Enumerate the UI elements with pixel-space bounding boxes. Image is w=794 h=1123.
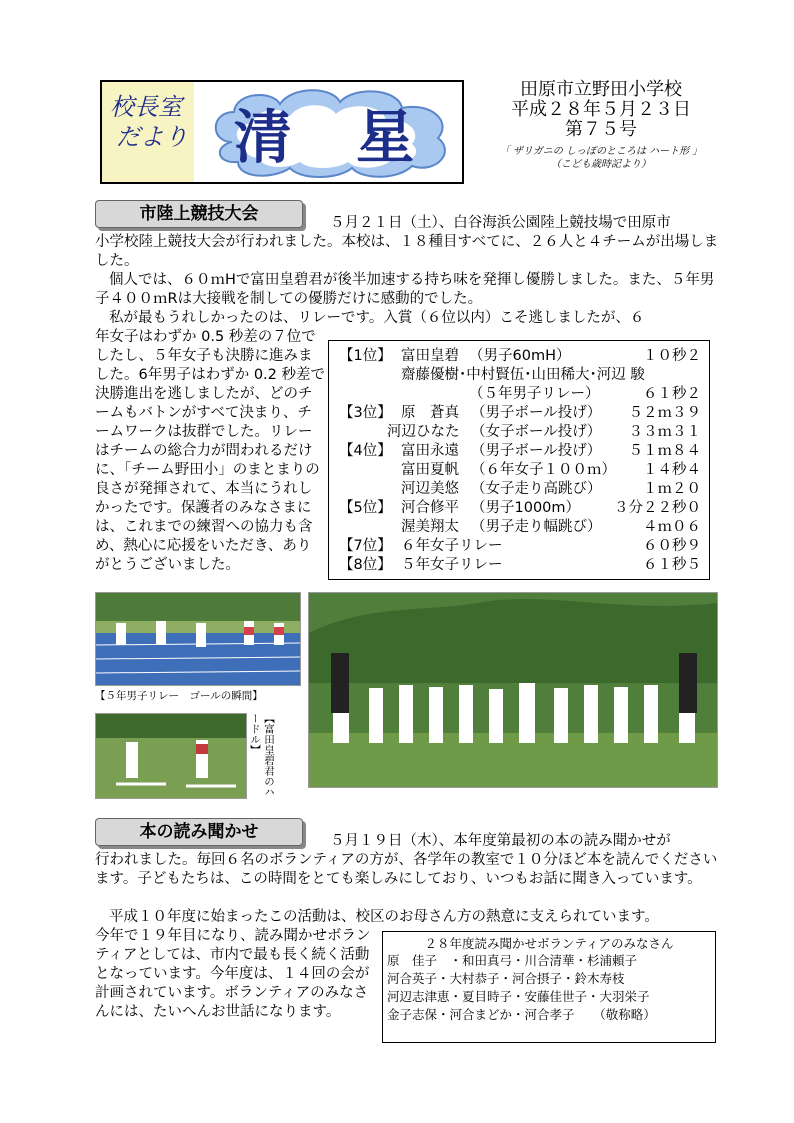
result-rank: 【8位】 (339, 557, 392, 573)
result-record: １ｍ２０ (643, 481, 701, 497)
masthead (100, 80, 464, 184)
result-name: 河辺ひなた (387, 424, 460, 440)
result-event: （女子ボール投げ） (471, 424, 602, 440)
section-heading-athletics: 市陸上競技大会 (95, 200, 303, 228)
masthead-tab (102, 82, 194, 182)
volunteer-line: 河辺志津恵・夏目時子・安藤佳世子・大羽栄子 (387, 989, 650, 1004)
result-name: 富田皇碧 (401, 348, 459, 364)
section-heading-reading: 本の読み聞かせ (95, 818, 303, 846)
team-photo-image (309, 593, 717, 787)
tab-line2: だより (116, 123, 188, 151)
poem-line2: （こども歳時記より） (551, 159, 651, 170)
result-record: １０秒２ (643, 348, 701, 364)
volunteer-box (382, 931, 716, 1043)
result-name: ５年女子リレー (401, 557, 503, 573)
result-record: ６１秒５ (643, 557, 701, 573)
result-event: （男子ボール投げ） (471, 405, 602, 421)
reading-para3: 今年で１９年目になり、読み聞かせボランティアとしては、市内で最も長く続く活動となっています。今年度は、１４回の会が計画されています。ボランティアのみなさんには、たいへんお世話になります。 (95, 928, 371, 1020)
athletics-para1-rest: 小学校陸上競技大会が行われました。本校は、１８種目すべてに、２６人と４チームが出場しました。 (95, 234, 719, 269)
result-record: ４ｍ０６ (643, 519, 701, 535)
result-row (339, 537, 705, 556)
result-record: ６１秒２ (643, 386, 701, 402)
result-rank: 【7位】 (339, 538, 392, 554)
athletics-para2: 個人では、６０ｍHで富田皇碧君が後半加速する持ち味を発揮し優勝しました。また、５年男子４００ｍRは大接戦を制しての優勝だけに感動的でした。 (95, 272, 715, 307)
newsletter-title: 清 星 (233, 103, 437, 171)
result-event: （男子走り幅跳び） (471, 519, 602, 535)
result-row (339, 347, 705, 366)
result-event: （６年女子１００ｍ） (471, 462, 616, 478)
masthead-tab-text (110, 92, 188, 152)
hurdle-photo-image (96, 714, 246, 798)
poem (490, 145, 712, 171)
athletics-para3-rest: 年女子はわずか 0.5 秒差の７位でしたし、５年女子も決勝に進みました。6年男子はわずか 0.2 秒差で決勝進出を逃しましたが、どのチームもバトンがすべて決まり、チームワークは抜群でした。リレーはチームの総合力が問われるだけに、「チーム野田小」のまとまりの良さが発揮されて、本当にうれしかったです。保護者のみなさまには、これまでの練習への協力も含め、熱心に応援をいただき、ありがとうございました。 (95, 329, 326, 573)
result-event: （男子1000m） (471, 500, 581, 516)
hurdle-photo-caption: 【富田皇碧君のハードル】 (249, 713, 275, 797)
result-name: 齋藤優樹･中村賢伍･山田稀大･河辺 駿 (401, 367, 645, 383)
poem-line1: 「 ザリガニの しっぽのところは ハート形 」 (499, 146, 703, 157)
result-row (339, 556, 705, 575)
result-event: （女子走り高跳び） (471, 481, 602, 497)
result-name: 富田永遠 (401, 443, 459, 459)
school-name: 田原市立野田小学校 (520, 79, 682, 100)
result-name: 渥美翔太 (401, 519, 459, 535)
result-record: ５２ｍ３９ (628, 405, 701, 421)
result-rank: 【3位】 (339, 405, 392, 421)
result-name: 河辺美悠 (401, 481, 459, 497)
school-info (490, 80, 712, 140)
result-record: ３３ｍ３１ (628, 424, 701, 440)
results-box (328, 340, 710, 580)
result-rank: 【1位】 (339, 348, 392, 364)
volunteer-box-title: ２８年度読み聞かせボランティアのみなさん (424, 936, 674, 951)
result-event: （男子60mH） (469, 348, 571, 364)
result-row (339, 518, 705, 537)
volunteer-line: 河合英子・大村恭子・河合摂子・鈴木寿枝 (387, 971, 625, 986)
result-name: 富田夏帆 (401, 462, 459, 478)
result-name: 河合修平 (401, 500, 459, 516)
reading-para1-rest: 行われました。毎回６名のボランティアの方が、各学年の教室で１０分ほど本を読んでくださいます。子どもたちは、この時間をとても楽しみにしており、いつもお話に聞き入っています。 (95, 852, 718, 887)
result-record: ５１ｍ８４ (628, 443, 701, 459)
result-row (339, 423, 705, 442)
team-photo (308, 592, 718, 788)
result-event: （男子ボール投げ） (471, 443, 602, 459)
result-event: （５年男子リレー） (469, 386, 600, 402)
result-name: ６年女子リレー (401, 538, 503, 554)
result-record: １４秒４ (643, 462, 701, 478)
volunteer-line: 原 佳子 ・和田真弓・川合清華・杉浦頼子 (387, 953, 638, 968)
tab-line1: 校長室 (110, 93, 182, 121)
result-row (339, 442, 705, 461)
result-row (339, 461, 705, 480)
result-record: ６０秒９ (643, 538, 701, 554)
result-row (339, 499, 705, 518)
hurdle-photo (95, 713, 247, 799)
relay-finish-photo-image (96, 593, 300, 685)
relay-photo-caption: 【５年男子リレー ゴールの瞬間】 (95, 690, 263, 702)
result-name: 原 蒼真 (401, 405, 459, 421)
reading-para2: 平成１０年度に始まったこの活動は、校区のお母さん方の熱意に支えられています。 (109, 909, 659, 925)
athletics-para1-lead: ５月２１日（土）、白谷海浜公園陸上競技場で田原市 (330, 215, 671, 231)
volunteer-line: 金子志保・河合まどか・河合孝子 （敬称略） (387, 1007, 656, 1022)
issue-date: 平成２８年５月２３日 (511, 99, 691, 120)
result-row (339, 404, 705, 423)
result-row (339, 366, 705, 385)
issue-number: 第７５号 (565, 119, 637, 140)
result-record: ３分２２秒０ (614, 500, 701, 516)
relay-finish-photo (95, 592, 301, 686)
result-rank: 【5位】 (339, 500, 392, 516)
result-row (339, 385, 705, 404)
athletics-para3-lead: 私が最もうれしかったのは、リレーです。入賞（６位以内）こそ逃しましたが、６ (109, 310, 645, 326)
reading-para1-lead: ５月１９日（木）、本年度第最初の本の読み聞かせが (330, 833, 671, 849)
result-row (339, 480, 705, 499)
result-rank: 【4位】 (339, 443, 392, 459)
